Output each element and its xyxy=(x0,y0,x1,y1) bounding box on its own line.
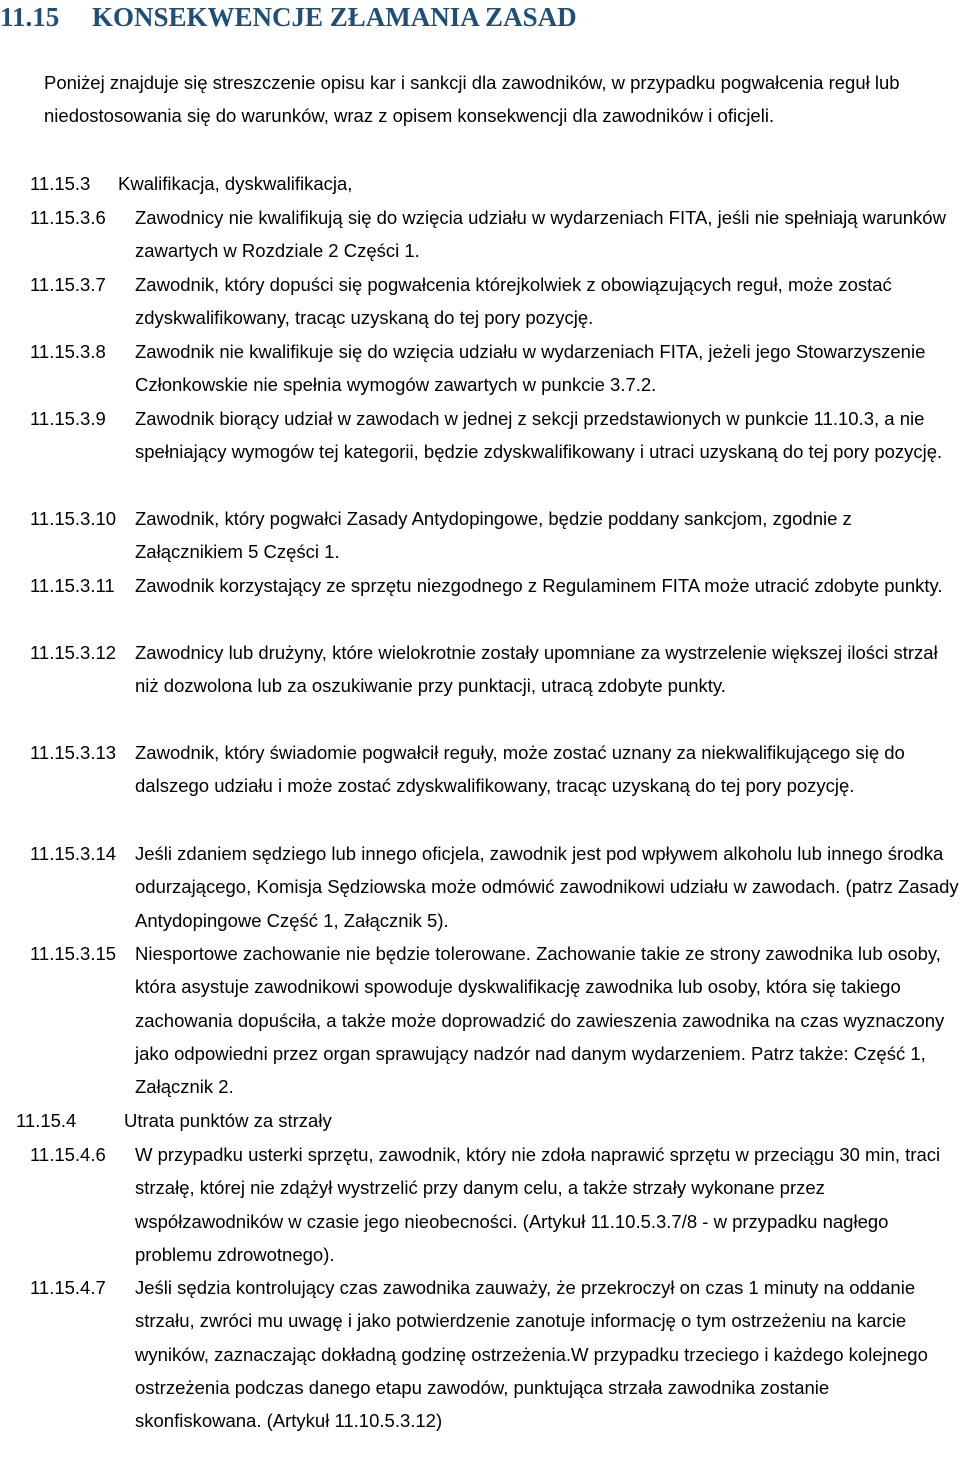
rule-number: 11.15.4.6 xyxy=(30,1144,106,1165)
rule-number: 11.15.3.8 xyxy=(30,341,106,362)
rule-text: Zawodnik biorący udział w zawodach w jednej z sekcji przedstawionych w punkcie 11.10.3, a nie spełniający wymogów tej kategorii, będzie zdyskwalifikowany i utraci uzyskaną do tej pory pozycję. xyxy=(135,408,943,463)
rule-item xyxy=(30,1271,960,1437)
subsection-title: Utrata punktów za strzały xyxy=(124,1110,332,1131)
subsection-number: 11.15.4 xyxy=(16,1110,77,1131)
subsection-heading-arrow-loss xyxy=(16,1104,332,1137)
rule-text: Zawodnicy lub drużyny, które wielokrotnie zostały upomniane za wystrzelenie większej ilości strzał niż dozwolona lub za oszukiwanie przy punktacji, utracą zdobyte punkty. xyxy=(135,642,938,697)
rule-text: Jeśli zdaniem sędziego lub innego oficjela, zawodnik jest pod wpływem alkoholu lub innego środka odurzającego, Komisja Sędziowska może odmówić zawodnikowi udziału w zawodach. (patrz Zasady Antydopingowe Część 1, Załącznik 5). xyxy=(135,843,959,931)
rule-number: 11.15.3.12 xyxy=(30,642,117,663)
rule-text: Zawodnik, który dopuści się pogwałcenia którejkolwiek z obowiązujących reguł, może zostać zdyskwalifikowany, tracąc uzyskaną do tej pory pozycję. xyxy=(135,274,892,329)
subsection-number: 11.15.3 xyxy=(30,173,91,194)
rule-item xyxy=(30,636,960,703)
rule-number: 11.15.3.6 xyxy=(30,207,106,228)
rule-number: 11.15.3.15 xyxy=(30,943,117,964)
rule-item xyxy=(30,268,960,335)
rule-text: Niesportowe zachowanie nie będzie tolerowane. Zachowanie takie ze strony zawodnika lub osoby, która asystuje zawodnikowi spowoduje dyskwalifikację zawodnika lub osoby, która się takiego zachowania dopuściła, a także może doprowadzić do zawieszenia zawodnika na czas wyznaczony jako odpowiedni przez organ sprawujący nadzór nad danym wydarzeniem. Patrz także: Część 1, Załącznik 2. xyxy=(135,943,945,1098)
section-title-text: KONSEKWENCJE ZŁAMANIA ZASAD xyxy=(92,2,577,32)
rule-text: Zawodnik, który pogwałci Zasady Antydopingowe, będzie poddany sankcjom, zgodnie z Załącznikiem 5 Części 1. xyxy=(135,508,852,563)
rule-item xyxy=(30,335,960,402)
rule-number: 11.15.3.9 xyxy=(30,408,106,429)
section-title-number: 11.15 xyxy=(0,2,60,32)
subsection-title: Kwalifikacja, dyskwalifikacja, xyxy=(118,173,353,194)
rule-item xyxy=(30,837,960,937)
rule-number: 11.15.3.13 xyxy=(30,742,117,763)
rule-item xyxy=(30,502,960,569)
rule-item xyxy=(30,569,960,602)
rule-number: 11.15.3.11 xyxy=(30,575,115,596)
rule-item xyxy=(30,201,960,268)
rule-text: Zawodnicy nie kwalifikują się do wzięcia udziału w wydarzeniach FITA, jeśli nie spełniają warunków zawartych w Rozdziale 2 Części 1. xyxy=(135,207,946,262)
rule-text: Zawodnik nie kwalifikuje się do wzięcia udziału w wydarzeniach FITA, jeżeli jego Stowarzyszenie Członkowskie nie spełnia wymogów zawartych w punkcie 3.7.2. xyxy=(135,341,926,396)
section-title xyxy=(0,2,577,32)
rule-item xyxy=(30,402,960,469)
rule-number: 11.15.3.10 xyxy=(30,508,117,529)
rule-item xyxy=(30,736,960,803)
rule-number: 11.15.4.7 xyxy=(30,1277,106,1298)
rule-text: Zawodnik, który świadomie pogwałcił reguły, może zostać uznany za niekwalifikującego się do dalszego udziału i może zostać zdyskwalifikowany, tracąc uzyskaną do tej pory pozycję. xyxy=(135,742,905,797)
rule-number: 11.15.3.14 xyxy=(30,843,117,864)
intro-paragraph: Poniżej znajduje się streszczenie opisu kar i sankcji dla zawodników, w przypadku pogwałcenia reguł lub niedostosowania się do warunków, wraz z opisem konsekwencji dla zawodników i oficjeli. xyxy=(44,72,900,127)
rule-number: 11.15.3.7 xyxy=(30,274,106,295)
rule-text: Jeśli sędzia kontrolujący czas zawodnika zauważy, że przekroczył on czas 1 minuty na oddanie strzału, zwróci mu uwagę i jako potwierdzenie zanotuje informację o tym ostrzeżeniu na karcie wyników, zaznaczając dokładną godzinę ostrzeżenia.W przypadku trzeciego i każdego kolejnego ostrzeżenia podczas danego etapu zawodów, punktująca strzała zawodnika zostanie skonfiskowana. (Artykuł 11.10.5.3.12) xyxy=(135,1277,928,1432)
rule-item xyxy=(30,1138,960,1271)
rule-item xyxy=(30,937,960,1103)
rule-text: Zawodnik korzystający ze sprzętu niezgodnego z Regulaminem FITA może utracić zdobyte punkty. xyxy=(135,575,943,596)
subsection-heading-qualification xyxy=(30,167,352,200)
rule-text: W przypadku usterki sprzętu, zawodnik, który nie zdoła naprawić sprzętu w przeciągu 30 min, traci strzałę, której nie zdążył wystrzelić przy danym celu, a także strzały wykonane przez współzawodników w czasie jego nieobecności. (Artykuł 11.10.5.3.7/8 - w przypadku nagłego problemu zdrowotnego). xyxy=(135,1144,941,1265)
